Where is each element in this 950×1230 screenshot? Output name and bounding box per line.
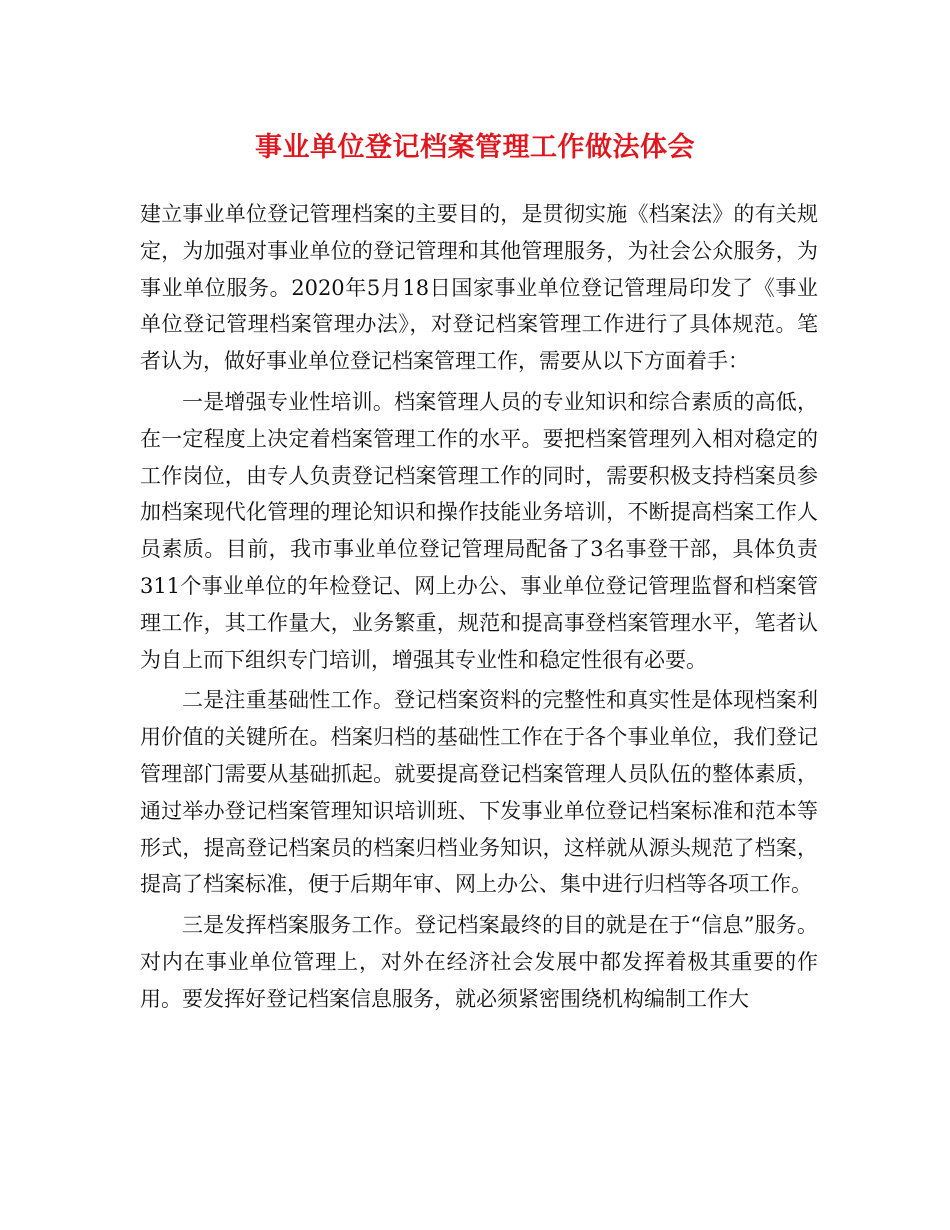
document-body xyxy=(140,196,818,1022)
paragraph-foundation: 二是注重基础性工作。登记档案资料的完整性和真实性是体现档案利用价值的关键所在。档案归档的基础性工作在于各个事业单位，我们登记管理部门需要从基础抓起。就要提高登记档案管理人员队伍的整体素质，通过举办登记档案管理知识培训班、下发事业单位登记档案标准和范本等形式，提高登记档案员的档案归档业务知识，这样就从源头规范了档案，提高了档案标准，便于后期年审、网上办公、集中进行归档等各项工作。 xyxy=(140,688,818,897)
document-title: 事业单位登记档案管理工作做法体会 xyxy=(255,132,695,163)
paragraph-training: 一是增强专业性培训。档案管理人员的专业知识和综合素质的高低，在一定程度上决定着档案管理工作的水平。要把档案管理列入相对稳定的工作岗位，由专人负责登记档案管理工作的同时，需要积极支持档案员参加档案现代化管理的理论知识和操作技能业务培训，不断提高档案工作人员素质。目前，我市事业单位登记管理局配备了3名事登干部，具体负责311个事业单位的年检登记、网上办公、事业单位登记管理监督和档案管理工作，其工作量大，业务繁重，规范和提高事登档案管理水平，笔者认为自上而下组织专门培训，增强其专业性和稳定性很有必要。 xyxy=(140,389,818,672)
paragraph-service: 三是发挥档案服务工作。登记档案最终的目的就是在于“信息”服务。对内在事业单位管理上，对外在经济社会发展中都发挥着极其重要的作用。要发挥好登记档案信息服务，就必须紧密围绕机构编制工作大 xyxy=(140,913,818,1011)
intro-paragraph: 建立事业单位登记管理档案的主要目的，是贯彻实施《档案法》的有关规定，为加强对事业单位的登记管理和其他管理服务，为社会公众服务，为事业单位服务。2020年5月18日国家事业单位登记管理局印发了《事业单位登记管理档案管理办法》，对登记档案管理工作进行了具体规范。笔者认为，做好事业单位登记档案管理工作，需要从以下方面着手： xyxy=(140,202,818,374)
